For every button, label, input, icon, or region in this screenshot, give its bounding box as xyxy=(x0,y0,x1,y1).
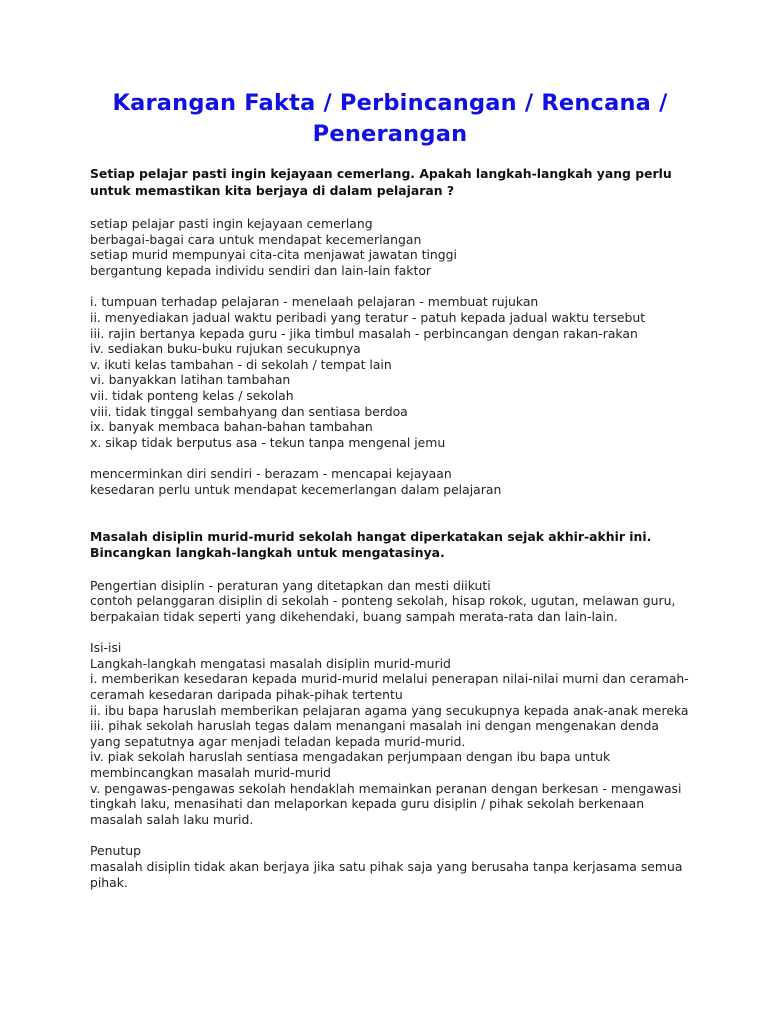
document-page xyxy=(90,88,690,890)
title-line-2: Penerangan xyxy=(312,121,468,147)
list-item: ii. ibu bapa haruslah memberikan pelajaran agama yang secukupnya kepada anak-anak mereka xyxy=(90,702,689,718)
list-item: iii. rajin bertanya kepada guru - jika timbul masalah - perbincangan dengan rakan-rakan xyxy=(90,325,638,341)
section-1 xyxy=(90,166,690,498)
intro-line: berbagai-bagai cara untuk mendapat kecemerlangan xyxy=(90,231,422,247)
intro-line: setiap murid mempunyai cita-cita menjawat jawatan tinggi xyxy=(90,247,457,263)
list-item: i. memberikan kesedaran kepada murid-murid melalui penerapan nilai-nilai murni dan ceramah-ceramah kesedaran daripada pihak-pihak tertentu xyxy=(90,671,689,703)
closing-line: kesedaran perlu untuk mendapat kecemerlangan dalam pelajaran xyxy=(90,481,502,497)
list-item: i. tumpuan terhadap pelajaran - menelaah pelajaran - membuat rujukan xyxy=(90,294,539,310)
closing-line: mencerminkan diri sendiri - berazam - mencapai kejayaan xyxy=(90,466,452,482)
page-title xyxy=(90,88,690,150)
section-1-points xyxy=(90,294,690,450)
list-item: iv. sediakan buku-buku rujukan secukupnya xyxy=(90,341,361,357)
section-2-intro xyxy=(90,578,690,625)
list-item: ii. menyediakan jadual waktu peribadi yang teratur - patuh kepada jadual waktu tersebut xyxy=(90,309,646,325)
intro-line: contoh pelanggaran disiplin di sekolah - ponteng sekolah, hisap rokok, ugutan, melawan guru, berpakaian tidak seperti yang dikehendaki, buang sampah merata-rata dan lain-lain. xyxy=(90,593,676,624)
list-item: ix. banyak membaca bahan-bahan tambahan xyxy=(90,419,373,435)
section-2-conclusion xyxy=(90,843,690,890)
list-item: v. pengawas-pengawas sekolah hendaklah memainkan peranan dengan berkesan - mengawasi tingkah laku, menasihati dan melaporkan kepada guru disiplin / pihak sekolah berkenaan masalah salah laku murid. xyxy=(90,780,682,827)
list-item: v. ikuti kelas tambahan - di sekolah / tempat lain xyxy=(90,356,392,372)
list-item: viii. tidak tinggal sembahyang dan sentiasa berdoa xyxy=(90,403,408,419)
body-label: Isi-isi xyxy=(90,640,122,656)
title-line-1: Karangan Fakta / Perbincangan / Rencana / xyxy=(112,90,668,116)
list-item: x. sikap tidak berputus asa - tekun tanpa mengenal jemu xyxy=(90,434,446,450)
section-2 xyxy=(90,529,690,891)
section-2-question: Masalah disiplin murid-murid sekolah hangat diperkatakan sejak akhir-akhir ini. Bincangkan langkah-langkah untuk mengatasinya. xyxy=(90,528,652,560)
intro-line: setiap pelajar pasti ingin kejayaan cemerlang xyxy=(90,216,373,231)
conclusion-label: Penutup xyxy=(90,843,141,859)
section-1-intro xyxy=(90,216,690,278)
list-item: vi. banyakkan latihan tambahan xyxy=(90,372,291,388)
section-1-closing xyxy=(90,466,690,497)
list-item: vii. tidak ponteng kelas / sekolah xyxy=(90,387,294,403)
intro-line: Pengertian disiplin - peraturan yang ditetapkan dan mesti diikuti xyxy=(90,577,491,593)
list-item: iv. piak sekolah haruslah sentiasa mengadakan perjumpaan dengan ibu bapa untuk membincangkan masalah murid-murid xyxy=(90,749,611,781)
section-1-question: Setiap pelajar pasti ingin kejayaan cemerlang. Apakah langkah-langkah yang perlu untuk memastikan kita berjaya di dalam pelajaran ? xyxy=(90,166,672,198)
conclusion-text: masalah disiplin tidak akan berjaya jika satu pihak saja yang berusaha tanpa kerjasama semua pihak. xyxy=(90,859,683,890)
intro-line: bergantung kepada individu sendiri dan lain-lain faktor xyxy=(90,262,431,278)
body-heading: Langkah-langkah mengatasi masalah disiplin murid-murid xyxy=(90,655,451,671)
section-2-body xyxy=(90,640,690,827)
list-item: iii. pihak sekolah haruslah tegas dalam menangani masalah ini dengan mengenakan denda yang sepatutnya agar menjadi teladan kepada murid-murid. xyxy=(90,718,659,749)
